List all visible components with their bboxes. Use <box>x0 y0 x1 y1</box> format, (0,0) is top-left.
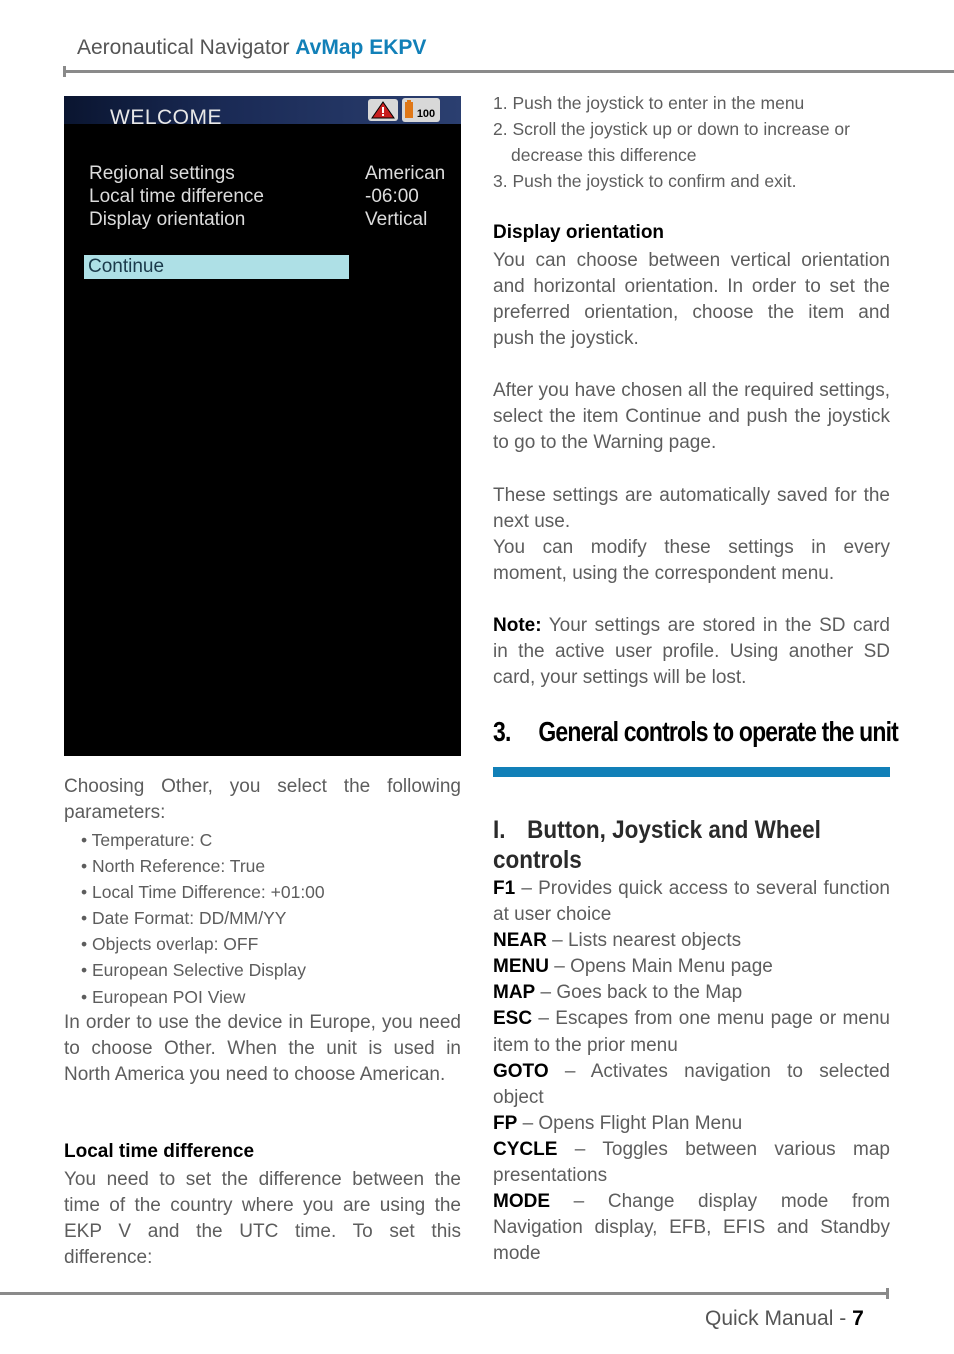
steps-list <box>493 90 850 194</box>
subsection-number: I. <box>493 816 506 844</box>
battery-icon <box>402 98 440 122</box>
control-desc: – Activates navigation to selected object <box>493 1060 890 1108</box>
control-key: F1 <box>493 878 516 899</box>
param-item: • North Reference: True <box>81 856 266 877</box>
after-paragraph: After you have chosen all the required settings, select the item Continue and push the joystick to go to the Warning page. <box>493 380 890 454</box>
modify-paragraph: You can modify these settings in every moment, using the correspondent menu. <box>493 537 890 585</box>
control-key: MAP <box>493 982 536 1004</box>
note-text: Your settings are stored in the SD card in the active user profile. Using another SD card, your settings will be lost. <box>493 615 890 689</box>
control-desc: – Toggles between various map presentations <box>493 1138 891 1187</box>
note-paragraph <box>493 613 890 691</box>
footer-rule <box>0 1292 888 1295</box>
param-item: • Local Time Difference: +01:00 <box>81 882 325 903</box>
control-desc: – Provides quick access to several function at user choice <box>493 878 890 926</box>
disp-paragraph: You can choose between vertical orientation and horizontal orientation. In order to set the preferred orientation, choose the item and push the joystick. <box>493 250 890 350</box>
header-prefix: Aeronautical Navigator <box>77 36 290 59</box>
continue-button[interactable]: Continue <box>84 255 349 279</box>
controls-list <box>493 876 890 1267</box>
param-item: • Temperature: C <box>81 830 213 850</box>
setting-value-time: -06:00 <box>365 186 419 207</box>
control-desc: – Goes back to the Map <box>540 982 743 1004</box>
step-item: 2. Scroll the joystick up or down to increase or <box>493 119 850 140</box>
footer-label: Quick Manual - <box>705 1307 847 1330</box>
control-key: CYCLE <box>493 1138 558 1160</box>
control-item <box>493 876 890 928</box>
control-desc: – Change display mode from Navigation display, EFB, EFIS and Standby mode <box>493 1191 890 1265</box>
control-item <box>493 1111 890 1137</box>
note-label: Note: <box>493 615 542 636</box>
warning-icon <box>368 99 398 121</box>
running-header <box>77 36 426 60</box>
header-rule-tick <box>63 66 66 77</box>
setting-value-orientation: Vertical <box>365 209 428 230</box>
control-item <box>493 1137 890 1189</box>
running-footer <box>705 1307 864 1331</box>
setting-label-regional: Regional settings <box>89 163 235 184</box>
control-desc: – Opens Flight Plan Menu <box>522 1112 743 1134</box>
param-item: • European Selective Display <box>81 960 306 981</box>
section-title: General controls to operate the unit <box>538 716 898 747</box>
param-item: • European POI View <box>81 986 246 1007</box>
disp-heading: Display orientation <box>493 222 665 243</box>
header-rule <box>65 70 954 73</box>
header-brand: AvMap EKPV <box>295 36 427 59</box>
control-key: MODE <box>493 1191 550 1213</box>
control-key: NEAR <box>493 930 547 952</box>
control-desc: – Escapes from one menu page or menu item to the prior menu <box>493 1008 891 1056</box>
section-bar <box>493 767 890 777</box>
battery-level: 100 <box>416 108 436 120</box>
europe-paragraph: In order to use the device in Europe, you need to choose Other. When the unit is used in North America you need to choose American. <box>64 1012 461 1086</box>
step-item: 3. Push the joystick to confirm and exit. <box>493 171 797 192</box>
control-item <box>493 1006 890 1058</box>
step-item: 1. Push the joystick to enter in the menu <box>493 93 805 113</box>
params-list <box>81 827 325 1010</box>
control-item <box>493 954 890 980</box>
control-item <box>493 980 890 1006</box>
ltd-paragraph: You need to set the difference between the time of the country where you are using the EKP V and the UTC time. To set this difference: <box>64 1169 461 1269</box>
control-key: FP <box>493 1112 518 1134</box>
setting-label-orientation: Display orientation <box>89 209 246 230</box>
subsection-heading <box>493 815 850 875</box>
control-item <box>493 1189 890 1267</box>
control-key: GOTO <box>493 1060 549 1082</box>
control-desc: – Lists nearest objects <box>552 930 742 952</box>
setting-value-regional: American <box>365 163 446 184</box>
saved-paragraph: These settings are automatically saved for the next use. <box>493 485 890 533</box>
control-key: ESC <box>493 1008 533 1030</box>
other-intro: Choosing Other, you select the following parameters: <box>64 776 461 824</box>
section-heading <box>493 716 898 748</box>
page-number: 7 <box>852 1307 864 1330</box>
control-key: MENU <box>493 956 549 978</box>
step-item: decrease this difference <box>511 145 697 166</box>
setting-label-time: Local time difference <box>89 186 264 207</box>
param-item: • Date Format: DD/MM/YY <box>81 908 287 929</box>
ltd-heading: Local time difference <box>64 1141 255 1162</box>
section-number: 3. <box>493 716 511 747</box>
control-desc: – Opens Main Menu page <box>554 956 773 978</box>
control-item <box>493 928 890 954</box>
subsection-title: Button, Joystick and Wheel controls <box>493 816 821 874</box>
device-screen <box>64 96 461 756</box>
param-item: • Objects overlap: OFF <box>81 934 259 955</box>
control-item <box>493 1059 890 1111</box>
screen-title: WELCOME <box>110 106 223 129</box>
footer-rule-tick <box>886 1288 889 1299</box>
